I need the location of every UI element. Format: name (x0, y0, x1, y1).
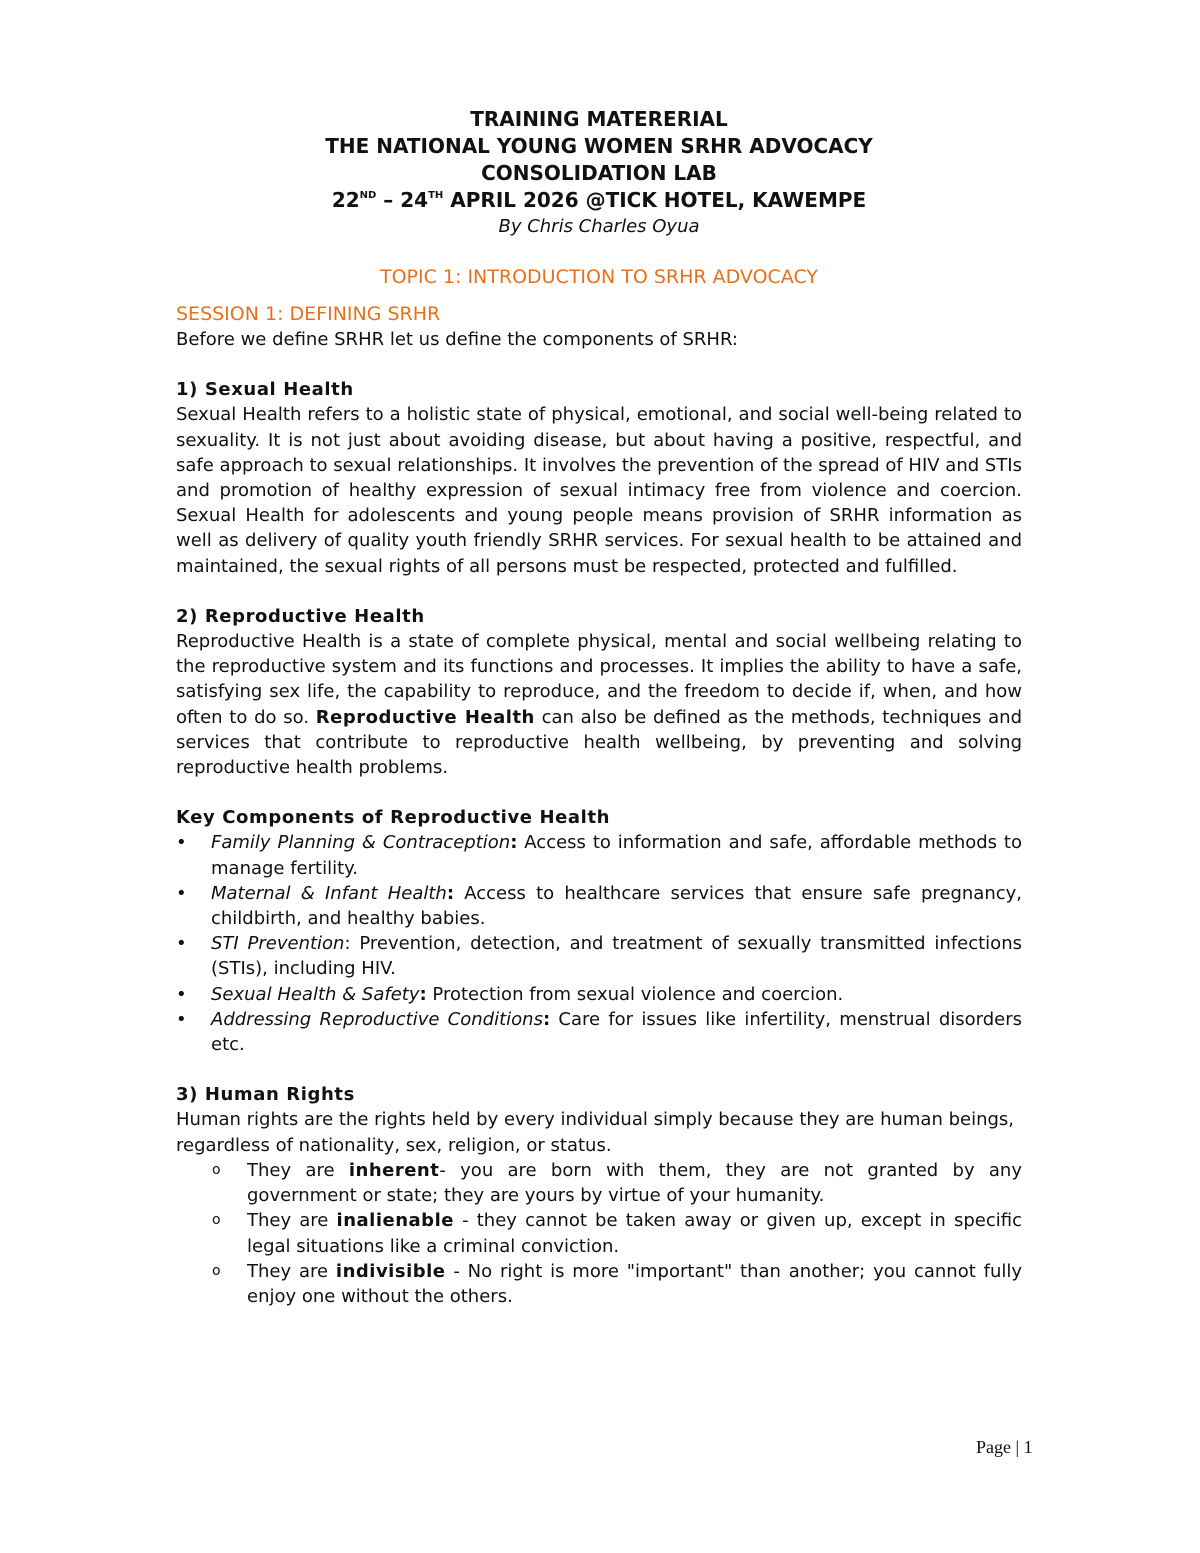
list-item (176, 1208, 1022, 1258)
sexual-health-body: Sexual Health refers to a holistic state of physical, emotional, and social well-being related to sexuality. It is not just about avoiding disease, but about having a positive, respectful, and safe approach to sexual relationships. It involves the prevention of the spread of HIV and STIs and promotion of healthy expression of sexual intimacy free from violence and coercion. Sexual Health for adolescents and young people means provision of SRHR information as well as delivery of quality youth friendly SRHR services. For sexual health to be attained and maintained, the sexual rights of all persons must be respected, protected and fulfilled. (176, 404, 1022, 577)
list-item-term: inalienable (336, 1210, 454, 1232)
date-venue: APRIL 2026 @TICK HOTEL, KAWEMPE (443, 188, 867, 212)
list-item-prefix: They are (247, 1210, 337, 1232)
human-rights-body: Human rights are the rights held by every individual simply because they are human beings, regardless of nationality, sex, religion, or status. (176, 1109, 1015, 1156)
date-suffix-2: TH (428, 190, 444, 201)
list-item-colon: : (510, 832, 518, 854)
page-content (176, 106, 1022, 1309)
page-number: Page | 1 (976, 1437, 1033, 1457)
list-item-text: Protection from sexual violence and coercion. (426, 983, 844, 1005)
bullet-icon: • (176, 933, 187, 955)
circle-bullet-icon: o (212, 1161, 221, 1178)
list-item (176, 931, 1022, 981)
intro-text: Before we define SRHR let us define the components of SRHR: (176, 329, 738, 350)
bullet-icon: • (176, 832, 187, 854)
list-item-term: inherent (348, 1159, 440, 1181)
list-item-text: - you are born with them, they are not granted by any government or state; they are yours by virtue of your humanity. (247, 1159, 1022, 1207)
date-day-2: 24 (400, 188, 429, 212)
doc-date-line (176, 187, 1022, 214)
list-item-term: Maternal & Infant Health (211, 882, 447, 904)
list-item (176, 982, 1022, 1007)
bullet-icon: • (176, 1008, 187, 1030)
doc-title-line-2: THE NATIONAL YOUNG WOMEN SRHR ADVOCACY (325, 134, 873, 158)
date-day-1: 22 (331, 188, 360, 212)
doc-author: By Chris Charles Oyua (498, 216, 700, 237)
sexual-health-heading: 1) Sexual Health (176, 379, 354, 401)
list-item-prefix: They are (247, 1159, 349, 1181)
reproductive-health-body (176, 629, 1022, 780)
list-item (176, 881, 1022, 931)
reproductive-body-part-1: Reproductive Health is a state of complete physical, mental and social wellbeing relating to the reproductive system and its functions and processes. It implies the ability to have a safe, satisfying sex life, the capability to reproduce, and the freedom to decide if, when, and how often to do so. (176, 631, 1022, 728)
list-item-text: Access to information and safe, affordable methods to manage fertility. (211, 832, 1023, 879)
list-item-colon: : (446, 882, 455, 904)
doc-title-line-3: CONSOLIDATION LAB (481, 161, 717, 185)
circle-bullet-icon: o (212, 1262, 221, 1279)
list-item-text: Access to healthcare services that ensure safe pregnancy, childbirth, and healthy babies. (211, 882, 1022, 930)
list-item-colon: : (344, 933, 351, 955)
key-components-list (176, 830, 1022, 1057)
bullet-icon: • (176, 983, 187, 1005)
list-item-term: Addressing Reproductive Conditions (211, 1008, 543, 1030)
reproductive-body-part-2: can also be defined as the methods, techniques and services that contribute to reproductive health wellbeing, by preventing and solving reproductive health problems. (176, 706, 1022, 779)
list-item-text: Care for issues like infertility, menstrual disorders etc. (211, 1008, 1023, 1056)
key-components-heading: Key Components of Reproductive Health (176, 807, 611, 829)
list-item-term: STI Prevention (211, 933, 345, 955)
list-item (176, 1259, 1022, 1309)
circle-bullet-icon: o (212, 1212, 221, 1229)
human-rights-list (176, 1158, 1022, 1309)
list-item-text: - they cannot be taken away or given up, except in specific legal situations like a criminal conviction. (247, 1210, 1023, 1257)
list-item-term: Family Planning & Contraception (211, 832, 511, 854)
doc-title-line-1: TRAINING MATERERIAL (470, 107, 728, 131)
list-item-prefix: They are (247, 1260, 336, 1282)
session-heading: SESSION 1: DEFINING SRHR (176, 303, 441, 325)
topic-heading: TOPIC 1: INTRODUCTION TO SRHR ADVOCACY (379, 266, 819, 288)
list-item (176, 1007, 1022, 1057)
date-suffix-1: ND (359, 190, 377, 201)
list-item-colon: : (419, 983, 427, 1005)
list-item (176, 1158, 1022, 1208)
list-item-colon: : (542, 1008, 551, 1030)
human-rights-heading: 3) Human Rights (176, 1084, 355, 1106)
list-item-term: indivisible (335, 1260, 446, 1282)
list-item-text: - No right is more "important" than another; you cannot fully enjoy one without the others. (247, 1260, 1023, 1307)
list-item-term: Sexual Health & Safety (211, 983, 420, 1005)
list-item-text: Prevention, detection, and treatment of sexually transmitted infections (STIs), including HIV. (211, 933, 1022, 980)
list-item (176, 830, 1022, 880)
reproductive-body-bold: Reproductive Health (315, 706, 535, 728)
date-separator: – (376, 188, 401, 212)
bullet-icon: • (176, 882, 187, 904)
reproductive-health-heading: 2) Reproductive Health (176, 605, 425, 627)
